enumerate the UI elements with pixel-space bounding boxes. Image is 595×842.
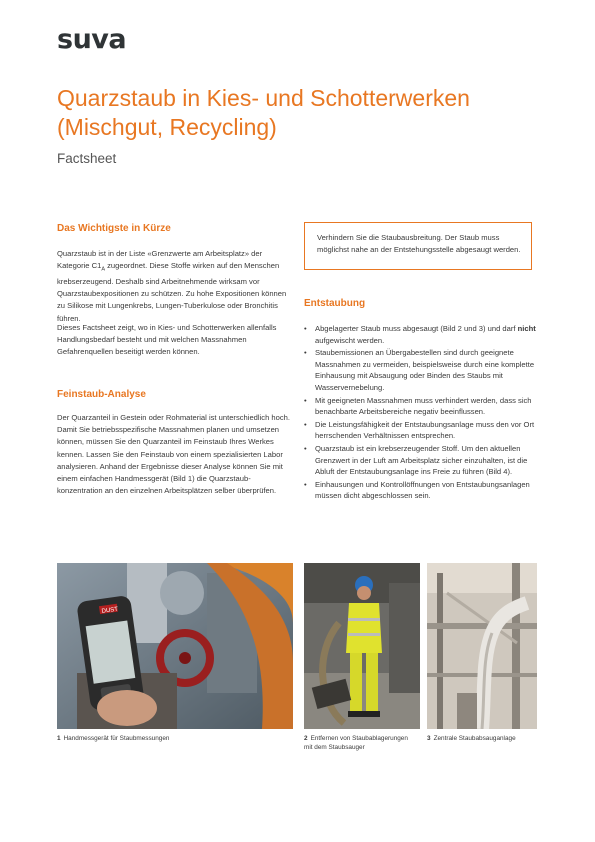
caption-photo-1: 1 Handmessgerät für Staubmessungen (57, 735, 170, 742)
photo-hand-measuring-device (57, 563, 293, 729)
list-item: • Staubemissionen an Übergabestellen sind durch geeignete Massnahmen zu vermeiden, beispielsweise durch eine komplette Einhausung mit Absaugung oder Binden des Staubs mit Wasservernebelung. (304, 347, 540, 393)
photo-worker-vacuuming (304, 563, 420, 729)
page-subtitle: Factsheet (57, 151, 117, 166)
heading-fine-dust-analysis: Feinstaub-Analyse (57, 389, 146, 400)
list-item: • Mit geeigneten Massnahmen muss verhindert werden, dass sich benachbarte Arbeitsbereiche negativ beeinflussen. (304, 395, 540, 418)
list-item: • Einhausungen und Kontrollöffnungen von Entstaubungsanlagen müssen dicht abgeschlossen sein. (304, 479, 540, 502)
heading-summary: Das Wichtigste in Kürze (57, 223, 171, 234)
photo-dust-extraction-system (427, 563, 537, 729)
factsheet-intro-paragraph: Dieses Factsheet zeigt, wo in Kies- und Schotterwerken allenfalls Handlungsbedarf besteht und mit welchen Massnahmen Gefahrenquellen beseitigt werden können. (57, 323, 277, 357)
summary-paragraph: Quarzstaub ist in der Liste «Grenzwerte am Arbeitsplatz» der Kategorie $C1_A$ zugeordnet. Diese Stoffe wirken auf den Menschen krebserzeugend. Deshalb sind Arbeitnehmende wirksam vor Quarzstaubexpositionen zu schützen. Zu hohe Expositionen können zu Silikose mit Lungenkrebs, Lungen-Tuberkulose oder Bronchitis führen. (57, 249, 287, 323)
heading-dust-extraction: Entstaubung (304, 298, 366, 309)
device-label: DUST (101, 606, 119, 615)
analysis-paragraph: Der Quarzanteil in Gestein oder Rohmaterial ist unterschiedlich hoch. Damit Sie betriebsspezifische Massnahmen planen und umsetzen können, müssen Sie den Quarzanteil im Feinstaub Ihres Werkes kennen. Lassen Sie den Feinstaub von einem spezialisierten Labor analysieren. Anhand der Ergebnisse dieser Analyse können Sie mit einem einfachen Handmessgerät (Bild 1) die Quarzstaubkonzentration an den einzelnen Arbeitsplätzen selber überprüfen. (57, 413, 290, 496)
caption-photo-3: 3 Zentrale Staubabsauganlage (427, 735, 516, 742)
suva-logo: suva (57, 24, 127, 55)
dust-extraction-list (304, 323, 540, 503)
page-title: Quarzstaub in Kies- und Schotterwerken (Mischgut, Recycling) (57, 85, 470, 140)
highlight-box: Verhindern Sie die Staubausbreitung. Der Staub muss möglichst nahe an der Entstehungsstelle abgesaugt werden. (304, 222, 532, 270)
list-item: • Abgelagerter Staub muss abgesaugt (Bild 2 und 3) und darf nicht aufgewischt werden. (304, 323, 540, 346)
list-item: • Quarzstaub ist ein krebserzeugender Stoff. Um den aktuellen Grenzwert in der Luft am Arbeitsplatz sicher einzuhalten, ist die Abluft der Entstaubungsanlage ins Freie zu führen (Bild 4). (304, 443, 540, 478)
caption-photo-2: 2 Entfernen von Staubablagerungen mit dem Staubsauger (304, 735, 408, 751)
list-item: • Die Leistungsfähigkeit der Entstaubungsanlage muss den vor Ort herrschenden Verhältnissen entsprechen. (304, 419, 540, 442)
